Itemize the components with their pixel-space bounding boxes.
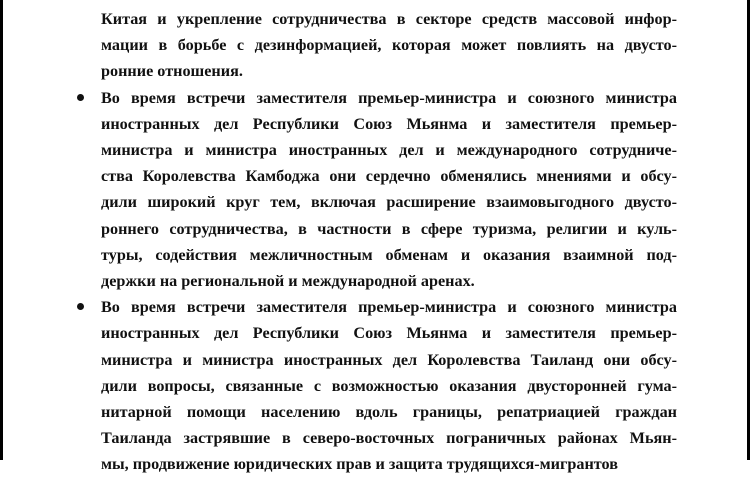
text-line: Китая и укрепление сотрудничества в секторе средств массовой инфор-	[101, 10, 677, 28]
text-line: роннего сотрудничества, в частности в сфере туризма, религии и куль-	[101, 219, 677, 238]
text-line: иностранных дел Республики Союз Мьянма и заместителя премьер-	[101, 114, 677, 133]
text-line: нитарной помощи населению вдоль границы, репатриацией граждан	[101, 403, 677, 421]
text-line: держки на региональной и международной аренах.	[101, 272, 475, 290]
text-line: туры, содействия межличностным обменам и оказания взаимной под-	[101, 245, 677, 264]
bullet-icon	[77, 303, 84, 310]
text-line: Таиланда застрявшие в северо-восточных пограничных районах Мьян-	[101, 429, 677, 448]
text-line: иностранных дел Республики Союз Мьянма и заместителя премьер-	[101, 324, 677, 343]
text-line: ства Королевства Камбоджа они сердечно обменялись мнениями и обсу-	[101, 167, 677, 186]
text-line: министра и министра иностранных дел Королевства Таиланд они обсу-	[101, 350, 677, 369]
text-line: Во время встречи заместителя премьер-министра и союзного министра	[101, 88, 677, 107]
text-line: Во время встречи заместителя премьер-министра и союзного министра	[101, 298, 677, 317]
bullet-icon	[77, 94, 84, 101]
text-line: мации в борьбе с дезинформацией, которая может повлиять на двусто-	[101, 36, 677, 55]
text-line: дили вопросы, связанные с возможностью оказания двусторонней гума-	[101, 376, 677, 395]
text-line: мы, продвижение юридических прав и защита трудящихся-мигрантов	[101, 455, 618, 474]
text-line: дили широкий круг тем, включая расширение взаимовыгодного двусто-	[101, 193, 677, 212]
text-line: министра и министра иностранных дел и международного сотрудниче-	[101, 141, 677, 159]
text-line: ронние отношения.	[101, 62, 243, 81]
